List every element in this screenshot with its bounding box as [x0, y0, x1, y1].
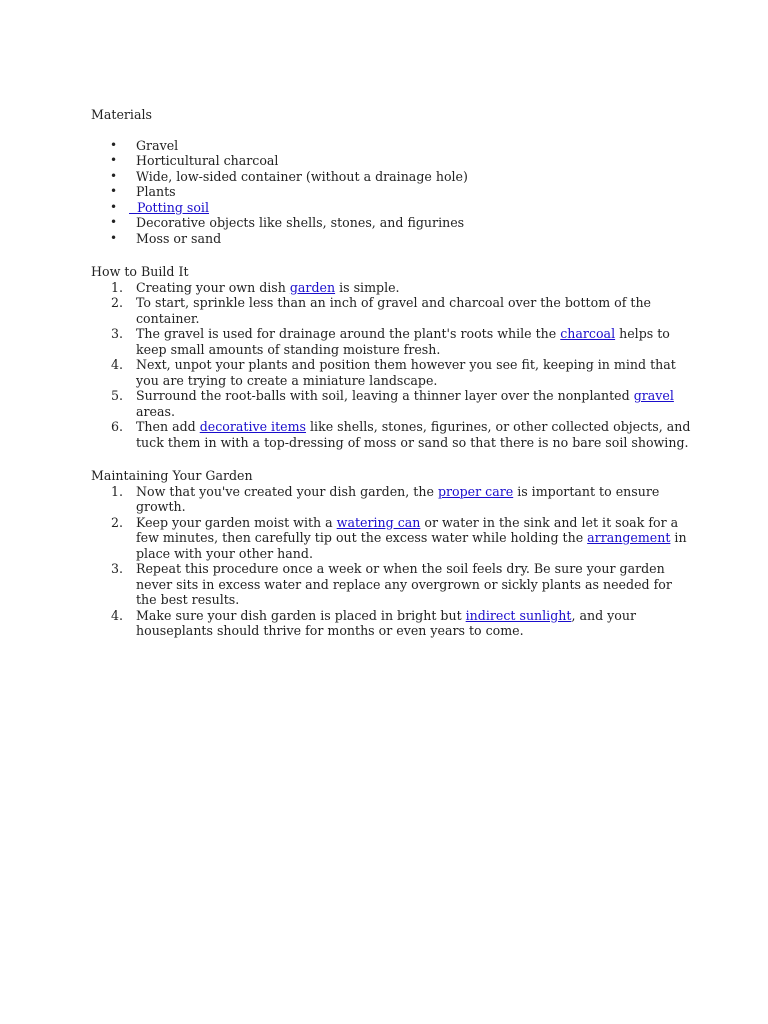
step-text: areas.	[136, 403, 175, 419]
step-text: Now that you've created your dish garden, the	[136, 483, 438, 499]
step-text: To start, sprinkle less than an inch of gravel and charcoal over the bottom of the container.	[136, 295, 652, 326]
watering-can-link[interactable]: watering can	[336, 514, 421, 530]
list-item	[91, 388, 691, 419]
step-number: 3.	[111, 326, 124, 341]
step-text: , and your houseplants should thrive for months or even years to come.	[136, 607, 636, 638]
step-number: 4.	[111, 357, 124, 372]
step-number: 5.	[111, 388, 124, 403]
list-item	[91, 561, 691, 608]
list-item-text: Plants	[136, 184, 176, 199]
step-text: Make sure your dish garden is placed in bright but	[136, 607, 466, 623]
step-number: 1.	[111, 279, 124, 295]
step-text: Keep your garden moist with a	[136, 514, 337, 530]
step-text: Surround the root-balls with soil, leaving a thinner layer over the nonplanted	[136, 388, 634, 403]
list-item	[91, 231, 691, 247]
list-item	[91, 184, 691, 200]
build-heading: How to Build It	[91, 264, 189, 279]
gravel-link[interactable]: gravel	[633, 388, 674, 403]
step-number: 2.	[111, 295, 124, 310]
materials-list	[91, 138, 691, 247]
list-item-text: Moss or sand	[136, 230, 222, 246]
step-text: helps to keep small amounts of standing moisture fresh.	[136, 326, 670, 357]
list-item	[91, 419, 691, 450]
list-item	[91, 215, 691, 231]
link-text[interactable]: Potting soil	[137, 199, 209, 215]
step-text: Then add	[136, 419, 200, 434]
garden-link[interactable]: garden	[289, 279, 336, 295]
step-text: Next, unpot your plants and position them however you see fit, keeping in mind that you are trying to create a miniature landscape.	[136, 357, 676, 388]
decorative-items-link[interactable]: decorative items	[199, 419, 307, 434]
charcoal-link[interactable]: charcoal	[560, 326, 616, 341]
list-item-text: Decorative objects like shells, stones, and figurines	[136, 215, 465, 230]
step-text: like shells, stones, figurines, or other collected objects, and tuck them in with a top-dressing of moss or sand so that there is no bare soil showing.	[136, 419, 691, 450]
proper-care-link[interactable]: proper care	[437, 483, 514, 499]
list-item	[91, 608, 691, 639]
step-text: The gravel is used for drainage around the plant's roots while the	[136, 326, 561, 341]
step-number: 3.	[111, 561, 124, 576]
build-steps-list	[91, 280, 691, 451]
arrangement-link[interactable]: arrangement	[587, 530, 671, 545]
maintain-steps-list	[91, 484, 691, 639]
list-item	[91, 295, 691, 326]
list-item	[91, 138, 691, 154]
materials-heading: Materials	[91, 107, 152, 122]
step-text: in place with your other hand.	[136, 530, 687, 561]
step-text: Creating your own dish	[136, 279, 290, 295]
list-item	[91, 326, 691, 357]
step-number: 1.	[111, 483, 124, 499]
list-item	[91, 169, 691, 185]
step-number: 6.	[111, 419, 124, 434]
list-item	[91, 484, 691, 515]
indirect-sunlight-link[interactable]: indirect sunlight	[465, 607, 572, 623]
document-body	[91, 107, 691, 639]
step-text: Repeat this procedure once a week or when the soil feels dry. Be sure your garden never sits in excess water and replace any overgrown or sickly plants as needed for the best results.	[136, 561, 672, 607]
step-number: 4.	[111, 607, 124, 623]
list-item	[91, 280, 691, 296]
step-text: is simple.	[335, 279, 400, 295]
list-item	[91, 357, 691, 388]
step-text: is important to ensure growth.	[136, 483, 660, 514]
step-number: 2.	[111, 514, 124, 530]
potting-soil-link[interactable]	[129, 200, 209, 215]
list-item	[91, 153, 691, 169]
list-item	[91, 200, 691, 216]
step-text: or water in the sink and let it soak for a few minutes, then carefully tip out the excess water while holding the	[136, 514, 679, 545]
list-item-text: Gravel	[136, 137, 179, 153]
maintain-heading: Maintaining Your Garden	[91, 468, 253, 483]
list-item-text: Wide, low-sided container (without a drainage hole)	[136, 168, 468, 184]
list-item-text: Horticultural charcoal	[136, 153, 279, 168]
list-item	[91, 515, 691, 562]
